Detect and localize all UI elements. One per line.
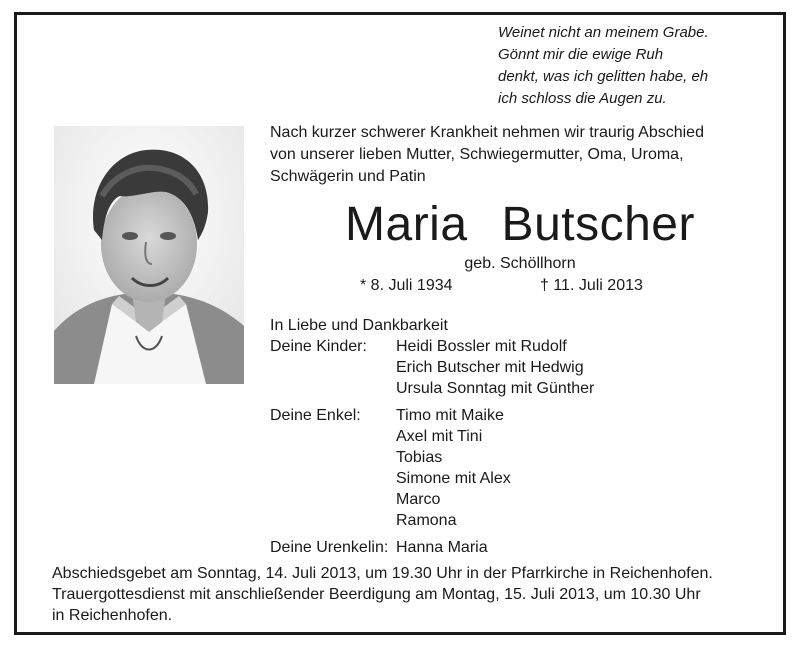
mourners-heading: In Liebe und Dankbarkeit <box>270 317 448 334</box>
poem-line: Gönnt mir die ewige Ruh <box>498 46 664 63</box>
first-name: Maria <box>345 198 468 251</box>
poem <box>498 22 778 110</box>
maiden-name: geb. Schöllhorn <box>464 255 576 272</box>
intro-line: von unserer lieben Mutter, Schwiegermutter, Oma, Uroma, <box>270 146 684 163</box>
intro-line: Schwägerin und Patin <box>270 168 426 185</box>
great-grandchildren-label: Deine Urenkelin: <box>270 539 389 556</box>
child-entry: Heidi Bossler mit Rudolf <box>396 338 567 355</box>
deceased-name <box>270 192 770 258</box>
grandchildren-label: Deine Enkel: <box>270 407 361 424</box>
service-info <box>52 563 772 626</box>
grandchild-entry: Ramona <box>396 512 457 529</box>
grandchild-entry: Timo mit Maike <box>396 407 504 424</box>
intro-text <box>270 122 770 188</box>
poem-line: ich schloss die Augen zu. <box>498 90 667 107</box>
grandchild-entry: Marco <box>396 491 441 508</box>
children-label: Deine Kinder: <box>270 338 367 355</box>
poem-line: Weinet nicht an meinem Grabe. <box>498 24 709 41</box>
grandchild-entry: Simone mit Alex <box>396 470 511 487</box>
service-line: Trauergottesdienst mit anschließender Beerdigung am Montag, 15. Juli 2013, um 10.30 Uhr <box>52 586 701 603</box>
grandchild-entry: Tobias <box>396 449 443 466</box>
service-line: in Reichenhofen. <box>52 607 173 624</box>
poem-line: denkt, was ich gelitten habe, eh <box>498 68 709 85</box>
death-date: † 11. Juli 2013 <box>540 277 643 294</box>
birth-date: * 8. Juli 1934 <box>360 277 453 294</box>
great-grandchildren-group <box>270 537 770 558</box>
grandchildren-group <box>270 405 770 531</box>
intro-line: Nach kurzer schwerer Krankheit nehmen wir traurig Abschied <box>270 124 704 141</box>
great-grandchild-entry: Hanna Maria <box>396 539 488 556</box>
portrait-photo <box>54 126 244 384</box>
mourners-list <box>270 315 770 558</box>
child-entry: Ursula Sonntag mit Günther <box>396 380 595 397</box>
child-entry: Erich Butscher mit Hedwig <box>396 359 584 376</box>
grandchild-entry: Axel mit Tini <box>396 428 483 445</box>
portrait-illustration <box>54 126 244 384</box>
service-line: Abschiedsgebet am Sonntag, 14. Juli 2013, um 19.30 Uhr in der Pfarrkirche in Reichenhofen. <box>52 565 713 582</box>
last-name: Butscher <box>501 198 695 251</box>
children-group <box>270 336 770 399</box>
